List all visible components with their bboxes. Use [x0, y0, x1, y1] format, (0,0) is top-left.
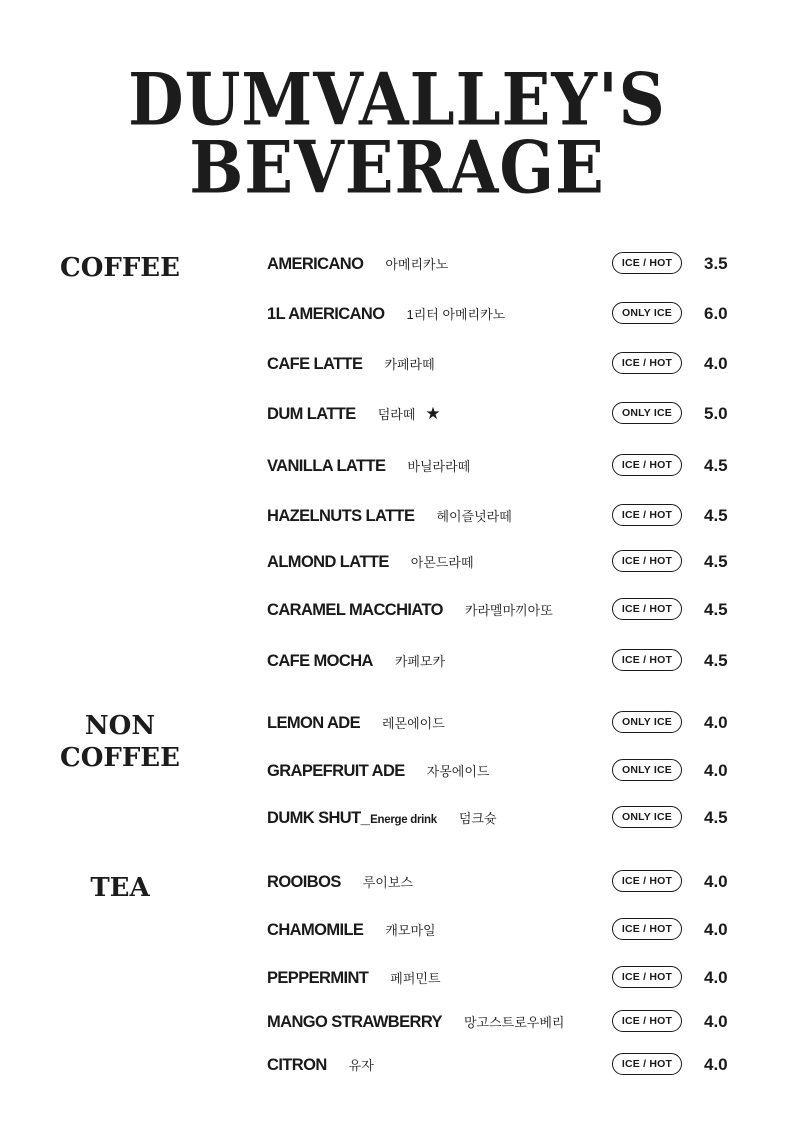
item-name: DUM LATTE 덤라떼 ★	[267, 404, 441, 423]
option-badge: ONLY ICE	[612, 402, 682, 424]
option-badge: ICE / HOT	[612, 918, 682, 940]
item-korean-name: 덤크슛	[458, 811, 497, 826]
item-name: CAFE MOCHA 카페모카	[267, 652, 446, 670]
item-korean-name: 자몽에이드	[426, 764, 490, 779]
item-name: ROOIBOS 루이보스	[267, 873, 413, 891]
item-korean-name: 루이보스	[362, 875, 413, 890]
star-icon: ★	[425, 404, 441, 423]
item-price: 5.0	[704, 404, 728, 423]
menu-item	[0, 249, 794, 279]
item-price: 4.5	[704, 651, 728, 670]
item-name: CHAMOMILE 캐모마일	[267, 921, 436, 939]
item-name: DUMK SHUT_Energe drink 덤크슛	[267, 809, 497, 827]
item-korean-name: 아몬드라떼	[410, 555, 474, 570]
item-name: LEMON ADE 레몬에이드	[267, 714, 445, 732]
item-name: CARAMEL MACCHIATO 카라멜마끼아또	[267, 601, 553, 619]
menu-item	[0, 963, 794, 993]
item-name: AMERICANO 아메리카노	[267, 255, 449, 273]
section-heading-tea: TEA	[90, 873, 150, 903]
item-price: 4.0	[704, 920, 728, 939]
menu-item	[0, 501, 794, 531]
item-korean-name: 카페라떼	[384, 357, 435, 372]
item-name: CAFE LATTE 카페라떼	[267, 355, 435, 373]
option-badge: ONLY ICE	[612, 806, 682, 828]
menu-title-line-2: BEVERAGE	[189, 126, 605, 211]
item-korean-name: 카라멜마끼아또	[464, 603, 553, 618]
item-price: 4.0	[704, 968, 728, 987]
item-price: 4.0	[704, 872, 728, 891]
menu-item	[0, 595, 794, 625]
menu-item	[0, 399, 794, 429]
option-badge: ICE / HOT	[612, 649, 682, 671]
item-korean-name: 망고스트로우베리	[463, 1015, 565, 1030]
menu-item	[0, 1007, 794, 1037]
item-name: CITRON 유자	[267, 1056, 374, 1074]
option-badge: ICE / HOT	[612, 1010, 682, 1032]
menu-item	[0, 299, 794, 329]
item-korean-name: 1리터 아메리카노	[406, 307, 506, 322]
item-name: HAZELNUTS LATTE 헤이즐넛라떼	[267, 507, 512, 525]
item-name: PEPPERMINT 페퍼민트	[267, 969, 441, 987]
item-price: 4.0	[704, 1055, 728, 1074]
option-badge: ICE / HOT	[612, 352, 682, 374]
menu-item	[0, 915, 794, 945]
item-price: 4.5	[704, 456, 728, 475]
item-korean-name: 헤이즐넛라떼	[436, 509, 512, 524]
option-badge: ICE / HOT	[612, 550, 682, 572]
option-badge: ICE / HOT	[612, 870, 682, 892]
menu-item	[0, 349, 794, 379]
section-heading-coffee: COFFEE	[60, 253, 180, 283]
menu-item	[0, 803, 794, 833]
item-price: 4.5	[704, 808, 728, 827]
option-badge: ONLY ICE	[612, 759, 682, 781]
item-name: GRAPEFRUIT ADE 자몽에이드	[267, 762, 490, 780]
option-badge: ICE / HOT	[612, 454, 682, 476]
item-korean-name: 아메리카노	[385, 257, 449, 272]
option-badge: ICE / HOT	[612, 252, 682, 274]
option-badge: ICE / HOT	[612, 966, 682, 988]
item-korean-name: 덤라떼	[377, 407, 416, 422]
item-name: 1L AMERICANO 1리터 아메리카노	[267, 305, 506, 323]
menu-title-line-1: DUMVALLEY'S	[128, 58, 666, 143]
item-subtitle: Energe drink	[370, 814, 437, 826]
item-korean-name: 레몬에이드	[382, 716, 445, 731]
item-price: 3.5	[704, 254, 728, 273]
menu-item	[0, 547, 794, 577]
option-badge: ICE / HOT	[612, 1053, 682, 1075]
item-korean-name: 바닐라라떼	[407, 459, 471, 474]
item-price: 4.5	[704, 552, 728, 571]
section-heading-non-coffee: NON COFFEE	[60, 711, 180, 773]
menu-item	[0, 756, 794, 786]
item-korean-name: 카페모카	[394, 654, 446, 669]
option-badge: ICE / HOT	[612, 598, 682, 620]
item-price: 4.0	[704, 761, 728, 780]
menu-item	[0, 708, 794, 738]
menu-item	[0, 1050, 794, 1080]
item-korean-name: 캐모마일	[385, 923, 436, 938]
item-price: 4.5	[704, 600, 728, 619]
item-price: 6.0	[704, 304, 728, 323]
item-name: MANGO STRAWBERRY 망고스트로우베리	[267, 1013, 565, 1031]
item-price: 4.0	[704, 354, 728, 373]
option-badge: ONLY ICE	[612, 302, 682, 324]
item-name: VANILLA LATTE 바닐라라떼	[267, 457, 471, 475]
option-badge: ICE / HOT	[612, 504, 682, 526]
option-badge: ONLY ICE	[612, 711, 682, 733]
menu-item	[0, 867, 794, 897]
item-name: ALMOND LATTE 아몬드라떼	[267, 553, 474, 571]
item-price: 4.5	[704, 506, 728, 525]
menu-item	[0, 451, 794, 481]
item-korean-name: 페퍼민트	[390, 971, 441, 986]
item-korean-name: 유자	[348, 1058, 374, 1073]
item-price: 4.0	[704, 1012, 728, 1031]
item-price: 4.0	[704, 713, 728, 732]
menu-item	[0, 646, 794, 676]
